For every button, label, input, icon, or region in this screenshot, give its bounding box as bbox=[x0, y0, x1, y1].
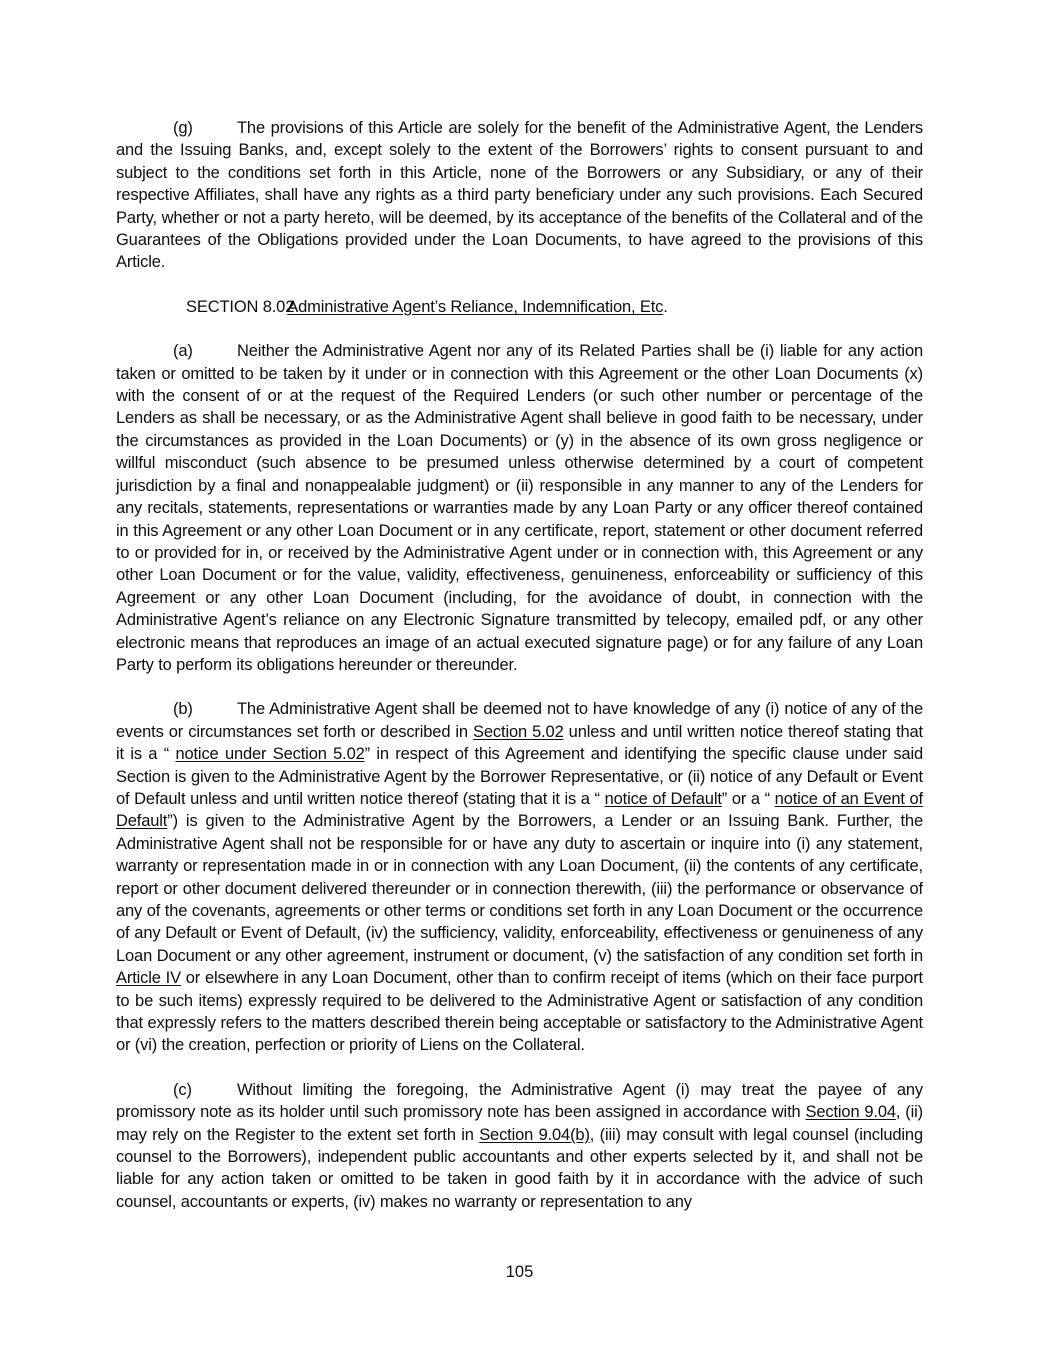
text-run: Neither the Administrative Agent nor any of its Related Parties shall be (i) liable for any action taken or omitted to be taken by it under or in connection with this Agreement or the other Loan Documents (x) with the consent of or at the request of the Required Lenders (or such other number or percentage of the Lenders as shall be necessary, or as the Administrative Agent shall believe in good faith to be necessary, under the circumstances as provided in the Loan Documents) or (y) in the absence of its own gross negligence or willful misconduct (such absence to be presumed unless otherwise determined by a court of competent jurisdiction by a final and nonappealable judgment) or (ii) responsible in any manner to any of the Lenders for any recitals, statements, representations or warranties made by any Loan Party or any officer thereof contained in this Agreement or any other Loan Document or in any certificate, report, statement or other document referred to or provided for in, or received by the Administrative Agent under or in connection with, this Agreement or any other Loan Document or for the value, validity, effectiveness, genuineness, enforceability or sufficiency of this Agreement or any other Loan Document (including, for the avoidance of doubt, in connection with the Administrative Agent’s reliance on any Electronic Signature transmitted by telecopy, emailed pdf, or any other electronic means that reproduces an image of an actual executed signature page) or for any failure of any Loan Party to perform its obligations hereunder or thereunder. bbox=[116, 342, 923, 674]
text-run: , (ii) may rely on the Register to the extent set forth in bbox=[116, 1103, 924, 1144]
text-run: unless and until written notice thereof stating that it is a “ bbox=[116, 722, 923, 764]
paragraph-label: (g) bbox=[173, 119, 193, 137]
text-run: ” or a “ bbox=[721, 789, 775, 808]
page-number: 105 bbox=[505, 1263, 534, 1281]
text-run: ”) is given to the Administrative Agent by the Borrowers, a Lender or an Issuing Bank. Further, the Administrative Agent shall not be responsible for or have any duty to ascertain or inquire into (i) any statement, warranty or representation made in or in connection with any Loan Document, (ii) the contents of any certificate, report or other document delivered thereunder or in connection therewith, (iii) the performance or observance of any of the covenants, agreements or other terms or conditions set forth in any Loan Document or the occurrence of any Default or Event of Default, (iv) the sufficiency, validity, enforceability, effectiveness or genuineness of any Loan Document or any other agreement, instrument or document, (v) the satisfaction of any condition set forth in bbox=[116, 812, 923, 965]
text-run: The Administrative Agent shall be deemed not to have knowledge of any (i) notice of any of the events or circumstances set forth or described in bbox=[116, 700, 923, 741]
underlined-reference: notice of an Event of Default bbox=[116, 789, 923, 831]
text-run: The provisions of this Article are solely for the benefit of the Administrative Agent, the Lenders and the Issuing Banks, and, except solely to the extent of the Borrowers’ rights to consent pursuant to and subject to the conditions set forth in this Article, none of the Borrowers or any Subsidiary, or any of their respective Affiliates, shall have any rights as a third party beneficiary under any such provisions. Each Secured Party, whether or not a party hereto, will be deemed, by its acceptance of the benefits of the Collateral and of the Guarantees of the Obligations provided under the Loan Documents, to have agreed to the provisions of this Article. bbox=[116, 119, 923, 272]
paragraph-label: (c) bbox=[173, 1080, 192, 1099]
document-body bbox=[116, 117, 923, 1235]
paragraph-label: (b) bbox=[173, 700, 193, 719]
text-run: or elsewhere in any Loan Document, other than to confirm receipt of items (which on their face purport to be such items) expressly required to be delivered to the Administrative Agent or satisfaction of any condition that expressly refers to the matters described therein being acceptable or satisfactory to the Administrative Agent or (vi) the creation, perfection or priority of Liens on the Collateral. bbox=[116, 969, 923, 1055]
underlined-reference: notice under Section 5.02 bbox=[175, 745, 365, 764]
text-run: , (iii) may consult with legal counsel (including counsel to the Borrowers), independent public accountants and other experts selected by it, and shall not be liable for any action taken or omitted to be taken in good faith by it in accordance with the advice of such counsel, accountants or experts, (iv) makes no warranty or representation to any bbox=[116, 1125, 923, 1211]
text-run: ” in respect of this Agreement and identifying the specific clause under said Section is given to the Administrative Agent by the Borrower Representative, or (ii) notice of any Default or Event of Default unless and until written notice thereof (stating that it is a “ bbox=[116, 745, 923, 808]
paragraph-label: (a) bbox=[173, 342, 193, 361]
underlined-reference: Section 5.02 bbox=[473, 722, 564, 741]
underlined-reference: notice of Default bbox=[604, 789, 722, 808]
paragraph-label: SECTION 8.02 bbox=[186, 297, 295, 316]
paragraph-c bbox=[116, 1079, 923, 1213]
text-run: Without limiting the foregoing, the Administrative Agent (i) may treat the payee of any promissory note as its holder until such promissory note has been assigned in accordance with bbox=[116, 1080, 923, 1122]
section-heading-8-02 bbox=[116, 296, 923, 318]
underlined-reference: Article IV bbox=[116, 969, 181, 988]
underlined-reference: Administrative Agent’s Reliance, Indemnification, Etc bbox=[287, 297, 664, 316]
paragraph-g bbox=[116, 117, 923, 274]
underlined-reference: Section 9.04(b) bbox=[479, 1125, 590, 1144]
paragraph-a bbox=[116, 340, 923, 676]
underlined-reference: Section 9.04 bbox=[805, 1103, 896, 1122]
paragraph-b bbox=[116, 698, 923, 1057]
text-run: . bbox=[663, 297, 668, 316]
